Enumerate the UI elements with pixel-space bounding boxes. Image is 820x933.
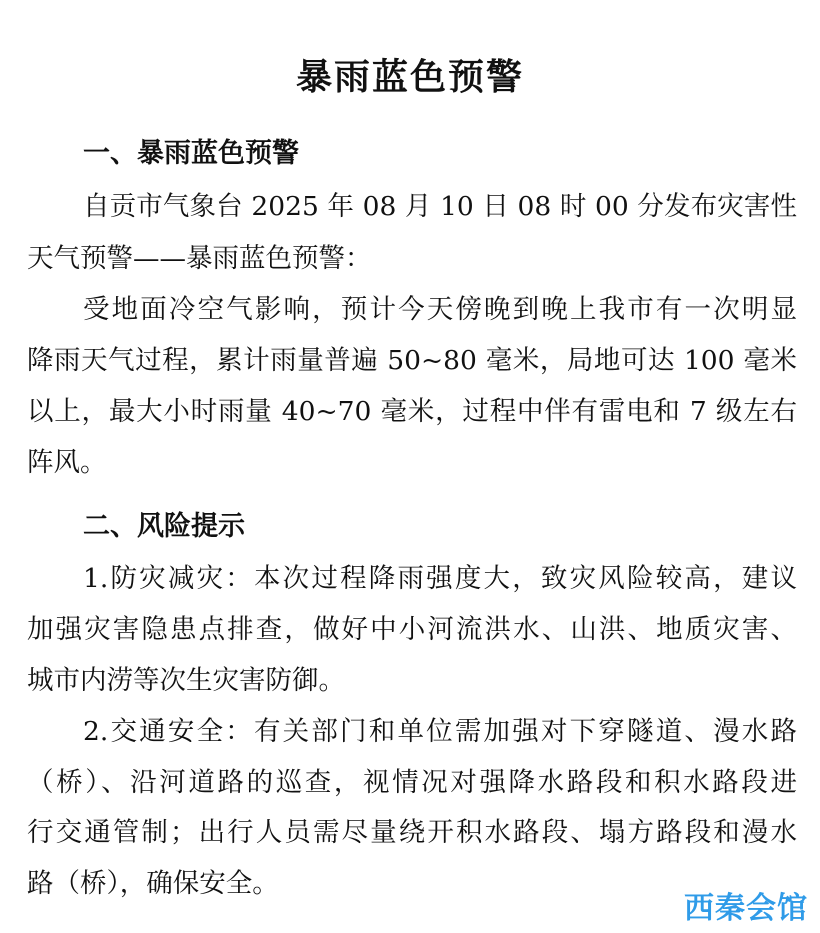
section1-para2-line: 降雨天气过程，累计雨量普遍 50~80 毫米，局地可达 100 毫米 bbox=[27, 345, 797, 376]
section2-para1-line: 城市内涝等次生灾害防御。 bbox=[27, 665, 345, 696]
section1-para2-line: 阵风。 bbox=[27, 447, 107, 478]
section2-para2-line: 2.交通安全：有关部门和单位需加强对下穿隧道、漫水路 bbox=[83, 716, 797, 747]
section1-para2-line: 以上，最大小时雨量 40~70 毫米，过程中伴有雷电和 7 级左右 bbox=[27, 396, 797, 427]
document-title: 暴雨蓝色预警 bbox=[295, 56, 524, 99]
section1-para1-line: 自贡市气象台 2025 年 08 月 10 日 08 时 00 分发布灾害性 bbox=[83, 191, 797, 222]
section2-para1-line: 1.防灾减灾：本次过程降雨强度大，致灾风险较高，建议 bbox=[83, 563, 797, 594]
watermark-logo: 西秦会馆 bbox=[684, 891, 808, 926]
section2-para2-line: （桥）、沿河道路的巡查，视情况对强降水路段和积水路段进 bbox=[27, 767, 797, 798]
section1-para2-line: 受地面冷空气影响，预计今天傍晚到晚上我市有一次明显 bbox=[83, 294, 797, 325]
section2-para2-line: 路（桥），确保安全。 bbox=[27, 868, 279, 899]
section1-para1-line: 天气预警——暴雨蓝色预警： bbox=[27, 243, 372, 274]
section1-heading: 一、暴雨蓝色预警 bbox=[83, 138, 299, 169]
section2-para2-line: 行交通管制；出行人员需尽量绕开积水路段、塌方路段和漫水 bbox=[27, 817, 797, 848]
section2-heading: 二、风险提示 bbox=[83, 511, 245, 542]
section2-para1-line: 加强灾害隐患点排查，做好中小河流洪水、山洪、地质灾害、 bbox=[27, 614, 797, 645]
